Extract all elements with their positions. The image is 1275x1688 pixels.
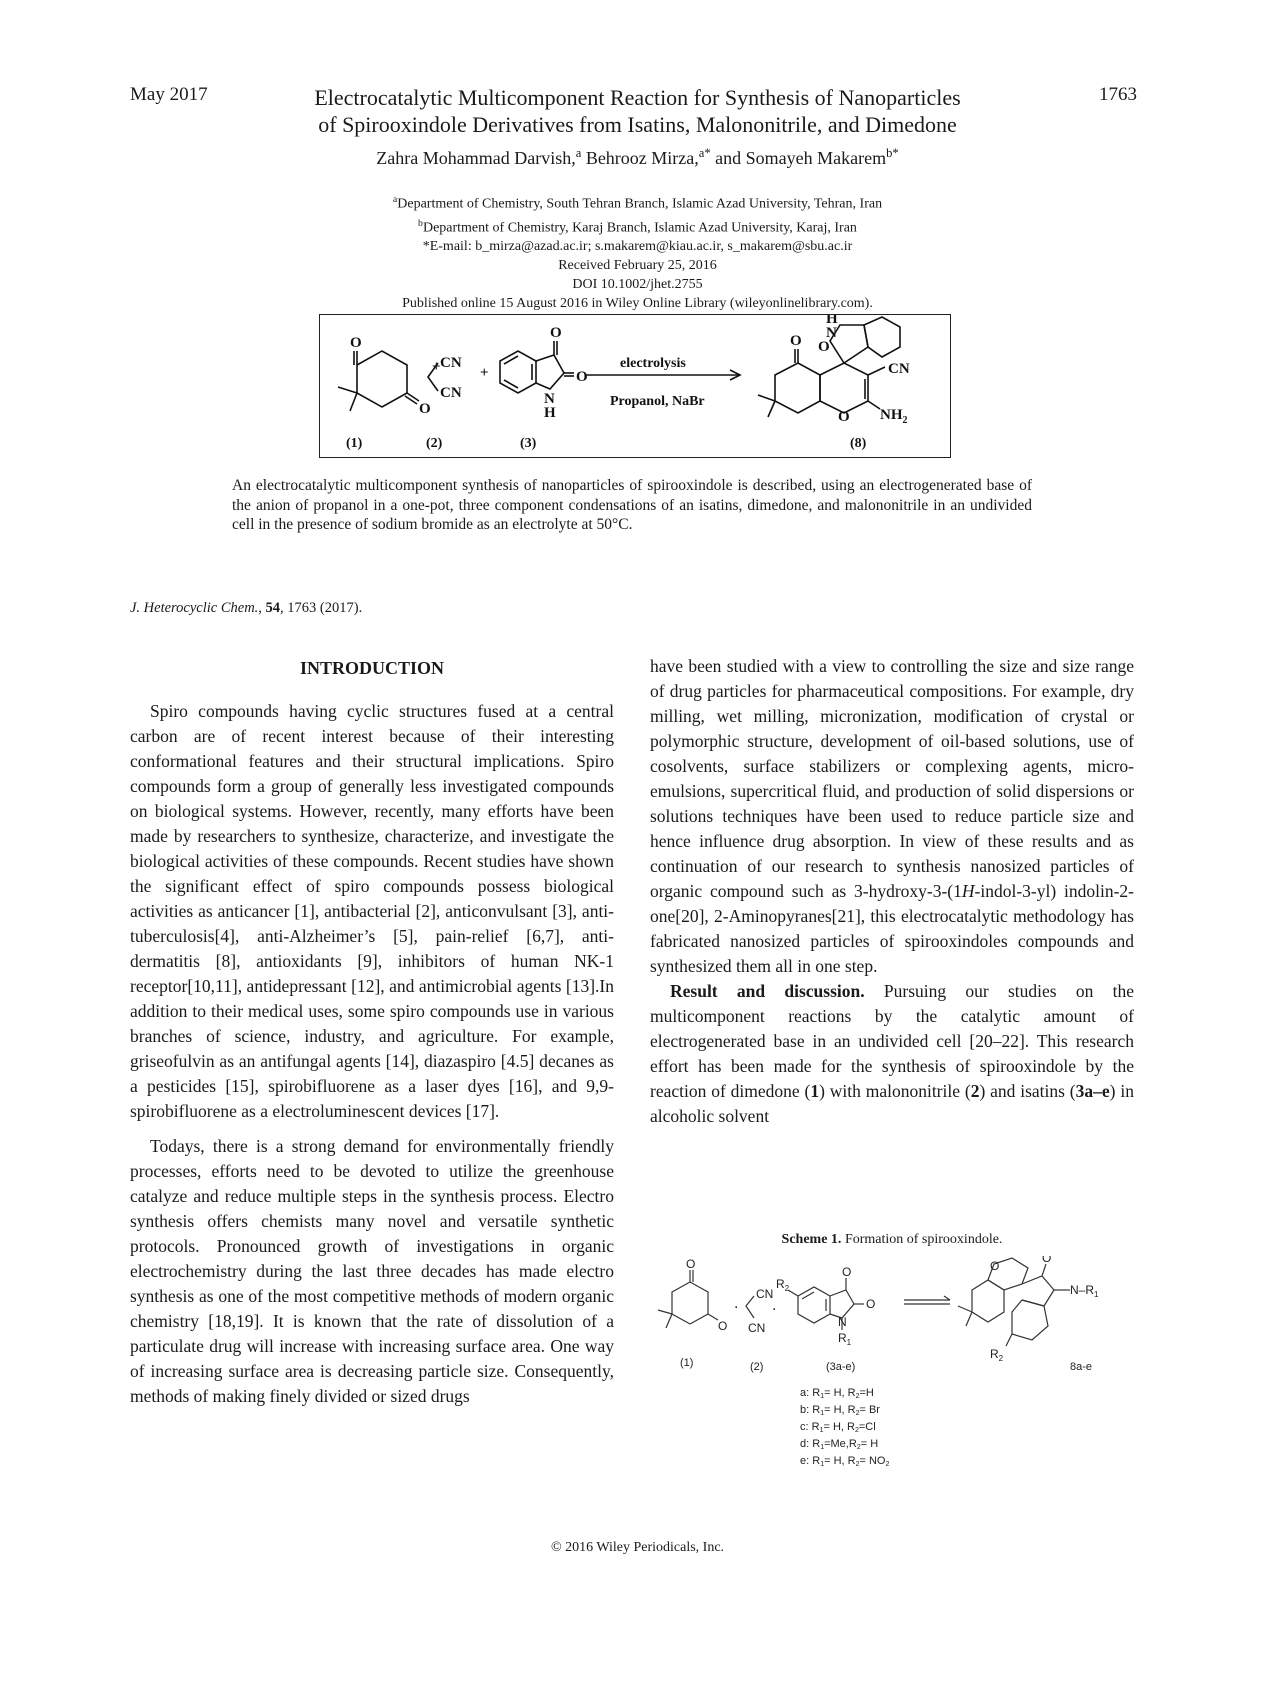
s1-isatin-r1 (838, 1331, 852, 1347)
citation (130, 600, 362, 617)
results-text-c: ) and isatins ( (979, 1081, 1076, 1101)
s1-isatin-r2-sub: 2 (784, 1284, 790, 1293)
affiliation-b (0, 214, 1275, 238)
product-cn: CN (888, 361, 910, 377)
s1-dimedone-o2: O (718, 1319, 728, 1333)
plus-sign-2: + (480, 365, 489, 381)
scheme-1-figure (650, 1256, 1150, 1502)
label-compound-8: (8) (850, 436, 867, 451)
s1-label-3ae: (3a-e) (826, 1361, 856, 1373)
author-3: and Somayeh Makarem (710, 148, 887, 168)
results-bold-1: 1 (810, 1081, 820, 1101)
right-p1-part-b: -indol-3-yl) indolin-2-one[20], 2-Aminopyranes[21], this electrocatalytic methodology has fabricated nanosized particles of spirooxindoles compounds and synthesized them all in one step. (650, 881, 1134, 976)
affiliation-a (0, 190, 1275, 214)
s1-product-nr1-letters: N–R (1070, 1283, 1095, 1297)
graphical-abstract (319, 314, 951, 458)
s1-product-r2 (990, 1347, 1004, 1363)
product-h: H (826, 315, 838, 327)
scheme-1-label: Scheme 1. (781, 1232, 842, 1247)
email-line: *E-mail: b_mirza@azad.ac.ir; s.makarem@kiau.ac.ir, s_makarem@sbu.ac.ir (422, 239, 853, 255)
citation-volume: 54 (265, 600, 281, 616)
s1-variant-e: e: R1= H, R2= NO2 (800, 1455, 890, 1468)
s1-isatin-n: N (838, 1315, 847, 1329)
s1-variant-b: b: R1= H, R2= Br (800, 1404, 880, 1417)
right-p1-italic: H (961, 881, 975, 901)
isatin-n: N (544, 391, 555, 407)
s1-isatin-r1-letter: R (838, 1331, 847, 1345)
plus-sign-1: + (432, 359, 441, 375)
affiliation-b-text: Department of Chemistry, Karaj Branch, Islamic Azad University, Karaj, Iran (422, 220, 857, 236)
citation-journal: J. Heterocyclic Chem. (130, 600, 259, 616)
section-heading-introduction: INTRODUCTION (299, 658, 445, 678)
author-1-affil: a (575, 146, 582, 160)
malononitrile-cn-2: CN (440, 385, 462, 401)
abstract-text: An electrocatalytic multicomponent synthesis of nanoparticles of spirooxindole is described, using an electrogenerated base of the anion of propanol in a one-pot, three component condensations of an isatins, dimedone, and malononitrile in an undivided cell in the presence of sodium bromide as an electrolyte at 50°C. (232, 477, 1032, 533)
author-2-affil: a* (698, 146, 711, 160)
product-nh: NH (880, 407, 903, 423)
s1-variant-a: a: R1= H, R2=H (800, 1387, 874, 1400)
product-o-ketone: O (790, 333, 802, 349)
s1-variant-c: c: R1= H, R2=Cl (800, 1421, 876, 1434)
results-bold-3: 3a–e (1075, 1081, 1110, 1101)
s1-label-8ae: 8a-e (1070, 1361, 1093, 1373)
s1-product-r2-sub: 2 (998, 1354, 1004, 1363)
journal-date: May 2017 (130, 84, 208, 105)
product-o-ring: O (838, 409, 850, 425)
s1-product-o2: O (1042, 1256, 1052, 1265)
scheme-1-graphic (650, 1256, 1150, 1502)
s1-isatin-o1: O (842, 1265, 852, 1279)
isatin-five-ring (536, 355, 564, 389)
s1-product-o1: O (990, 1259, 1000, 1273)
isatin-h: H (544, 405, 556, 421)
arrow-label-top: electrolysis (620, 356, 686, 371)
product-n: N (826, 325, 837, 341)
scheme-1-caption (650, 1232, 1134, 1248)
product-nh-sub: 2 (902, 415, 908, 426)
s1-isatin-o2: O (866, 1297, 876, 1311)
s1-isatin-r2 (776, 1277, 790, 1293)
article-title (0, 84, 1275, 138)
results-text-d: ) in alcoholic solvent (650, 1081, 1134, 1126)
right-paragraph-1 (650, 654, 1134, 979)
results-text-a: Pursuing our studies on the multicomponent reactions by the catalytic amount of electrogenerated base in an undivided cell [20–22]. This research effort has been made for the synthesis of spirooxindole by the reaction of dimedone ( (650, 981, 1134, 1101)
title-line-2: of Spirooxindole Derivatives from Isatins, Malononitrile, and Dimedone (318, 112, 957, 137)
results-text-b: ) with malononitrile ( (819, 1081, 971, 1101)
product-nh2 (880, 407, 908, 426)
affiliation-a-text: Department of Chemistry, South Tehran Branch, Islamic Azad University, Tehran, Iran (397, 196, 883, 212)
affiliation-b-mark: b (418, 217, 423, 229)
intro-paragraph-2: Todays, there is a strong demand for environmentally friendly processes, efforts need to be devoted to utilize the greenhouse catalyze and reduce multiple steps in the synthesis process. Electro synthesis offers chemists many novel and versatile synthetic protocols. Pronounced growth of investigations in organic electrochemistry during the last three decades has made electro synthesis as one of the most competitive methods of modern organic chemistry [18,19]. It is known that the rate of dissolution of a particulate drug will increase with increasing surface area. One way of increasing surface area is decreasing particle size. Consequently, methods of making finely divided or sized drugs (130, 1136, 614, 1406)
author-2: Behrooz Mirza, (581, 148, 699, 168)
isatin-o-top: O (550, 325, 562, 341)
s1-variant-d: d: R1=Me,R2= H (800, 1438, 879, 1451)
results-paragraph (650, 979, 1134, 1129)
dimedone-ring (357, 351, 407, 407)
label-compound-1: (1) (346, 436, 363, 451)
citation-rest: , 1763 (2017). (280, 600, 363, 616)
intro-paragraph-1: Spiro compounds having cyclic structures fused at a central carbon are of recent interest because of their interesting conformational features and their structural implications. Spiro compounds form a group of generally less investigated compounds on biological systems. However, recently, many efforts have been made by researchers to synthesize, characterize, and investigate the biological activities of these compounds. Recent studies have shown the significant effect of spiro compounds possess biological activities as anticancer [1], antibacterial [2], anticonvulsant [3], anti-tuberculosis[4], anti-Alzheimer’s [5], pain-relief [6,7], anti-dermatitis [8], antioxidants [9], inhibitors of human NK-1 receptor[10,11], antidepressant [12], and antimicrobial agents [13].In addition to their medical uses, some spiro compounds use in various branches of science, industry, and agriculture. For example, griseofulvin as an antifungal agents [14], diazaspiro [4.5] decanes as a pesticides [15], spirobifluorene as a laser dyes [16], and 9,9-spirobifluorene as a electroluminescent devices [17]. (130, 701, 614, 1121)
s1-dot-2: . (772, 1297, 777, 1314)
doi: DOI 10.1002/jhet.2755 (572, 277, 703, 293)
reaction-scheme-graphic (320, 315, 950, 457)
s1-product-r2-letter: R (990, 1347, 999, 1361)
s1-cn-1: CN (756, 1287, 774, 1301)
s1-label-2: (2) (750, 1361, 764, 1373)
copyright-footer: © 2016 Wiley Periodicals, Inc. (550, 1540, 725, 1555)
s1-isatin-r2-letter: R (776, 1277, 785, 1291)
left-column (130, 656, 614, 1409)
s1-label-1: (1) (680, 1357, 694, 1369)
author-3-affil: b* (886, 146, 899, 160)
right-p1-part-a: have been studied with a view to controlling the size and size range of drug particles for pharmaceutical compositions. For example, dry milling, wet milling, micronization, modification of crystal or polymorphic structure, development of oil-based solutions, use of cosolvents, surface stabilizers or complexing agents, micro-emulsions, supercritical fluid, and production of solid dispersions or solutions techniques have been used to reduce particle size and hence influence drug absorption. In view of these results and as continuation of our research to synthesis nanosized particles of organic compound such as 3-hydroxy-3-(1 (650, 656, 1134, 901)
s1-isatin-r1-sub: 1 (846, 1338, 852, 1347)
dimedone-o-top: O (350, 335, 362, 351)
citation-sep: , (258, 600, 266, 616)
s1-cn-2: CN (748, 1321, 766, 1335)
author-list (0, 146, 1275, 169)
label-compound-3: (3) (520, 436, 537, 451)
results-bold-2: 2 (970, 1081, 980, 1101)
scheme-1-caption-text: Formation of spirooxindole. (841, 1232, 1003, 1247)
results-heading: Result and discussion. (670, 981, 865, 1001)
s1-dimedone-o1: O (686, 1257, 696, 1271)
title-line-1: Electrocatalytic Multicomponent Reaction for Synthesis of Nanoparticles (314, 85, 961, 110)
author-1: Zahra Mohammad Darvish, (376, 148, 576, 168)
isatin-benzene (500, 351, 536, 393)
page-number: 1763 (1099, 84, 1137, 105)
arrow-label-bottom: Propanol, NaBr (610, 394, 705, 409)
received-date: Received February 25, 2016 (558, 258, 717, 274)
label-compound-2: (2) (426, 436, 443, 451)
s1-dot-1: . (734, 1295, 739, 1312)
affiliation-a-mark: a (392, 194, 398, 205)
product-pyran-ring (820, 363, 868, 413)
product-left-ring (775, 363, 820, 413)
s1-product-nr1-sub: 1 (1094, 1290, 1099, 1299)
product-o-oxindole: O (818, 339, 830, 355)
published-online: Published online 15 August 2016 in Wiley Online Library (wileyonlinelibrary.com). (402, 296, 873, 312)
article-meta (0, 190, 1275, 313)
isatin-o-right: O (576, 369, 588, 385)
malononitrile-cn-1: CN (440, 355, 462, 371)
product-benzene (864, 317, 900, 357)
dimedone-o-bottom: O (419, 401, 431, 417)
right-column (650, 654, 1134, 1129)
s1-product-nr1 (1070, 1283, 1099, 1299)
